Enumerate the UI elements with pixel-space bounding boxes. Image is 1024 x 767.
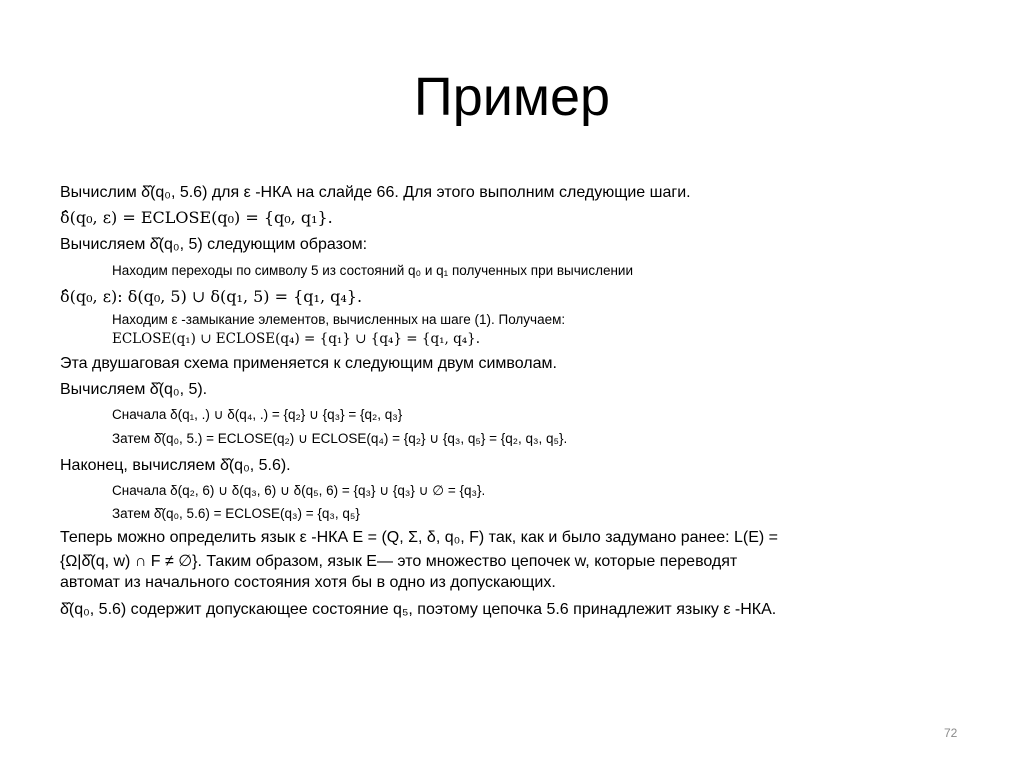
formula-line: δ̂(q₀, ε): δ(q₀, 5) ∪ δ(q₁, 5) = {q₁, q₄}. <box>60 287 363 306</box>
text-line: Вычисляем δ̂(q₀, 5). <box>60 381 208 398</box>
text-line: Эта двушаговая схема применяется к следующим двум символам. <box>60 355 557 372</box>
text-line: δ̂(q₀, 5.6) содержит допускающее состояние q₅, поэтому цепочка 5.6 принадлежит языку ε -НКА. <box>60 601 777 618</box>
text-line: автомат из начального состояния хотя бы в одно из допускающих. <box>60 574 556 591</box>
text-line: {Ω|δ̂(q, w) ∩ F ≠ ∅}. Таким образом, язык E— это множество цепочек w, которые переводят <box>60 553 738 570</box>
formula-line: δ̂(q₀, ε) = ECLOSE(q₀) = {q₀, q₁}. <box>60 208 333 227</box>
text-line: Вычисляем δ̂(q₀, 5) следующим образом: <box>60 236 368 253</box>
text-line: Наконец, вычисляем δ̂(q₀, 5.6). <box>60 457 291 474</box>
text-line: Теперь можно определить язык ε -НКА E = (Q, Σ, δ, q₀, F) так, как и было задумано ранее: L(E) = <box>60 529 779 546</box>
text-line: Затем δ̂(q₀, 5.) = ECLOSE(q₂) ∪ ECLOSE(q₄) = {q₂} ∪ {q₃, q₅} = {q₂, q₃, q₅}. <box>112 431 568 446</box>
text-line: Находим ε -замыкание элементов, вычисленных на шаге (1). Получаем: <box>112 312 566 327</box>
formula-line: ECLOSE(q₁) ∪ ECLOSE(q₄) = {q₁} ∪ {q₄} = {q₁, q₄}. <box>112 331 481 347</box>
slide-title: Пример <box>413 67 611 127</box>
text-line: Сначала δ(q₁, .) ∪ δ(q₄, .) = {q₂} ∪ {q₃} = {q₂, q₃} <box>112 407 403 422</box>
text-line: Находим переходы по символу 5 из состояний q₀ и q₁ полученных при вычислении <box>112 263 633 278</box>
page-number: 72 <box>944 726 958 740</box>
text-line: Затем δ̂(q₀, 5.6) = ECLOSE(q₃) = {q₃, q₅} <box>112 506 360 521</box>
text-line: Вычислим δ̂(q₀, 5.6) для ε -НКА на слайде 66. Для этого выполним следующие шаги. <box>60 184 691 201</box>
text-line: Сначала δ(q₂, 6) ∪ δ(q₃, 6) ∪ δ(q₅, 6) = {q₃} ∪ {q₃} ∪ ∅ = {q₃}. <box>112 483 486 498</box>
